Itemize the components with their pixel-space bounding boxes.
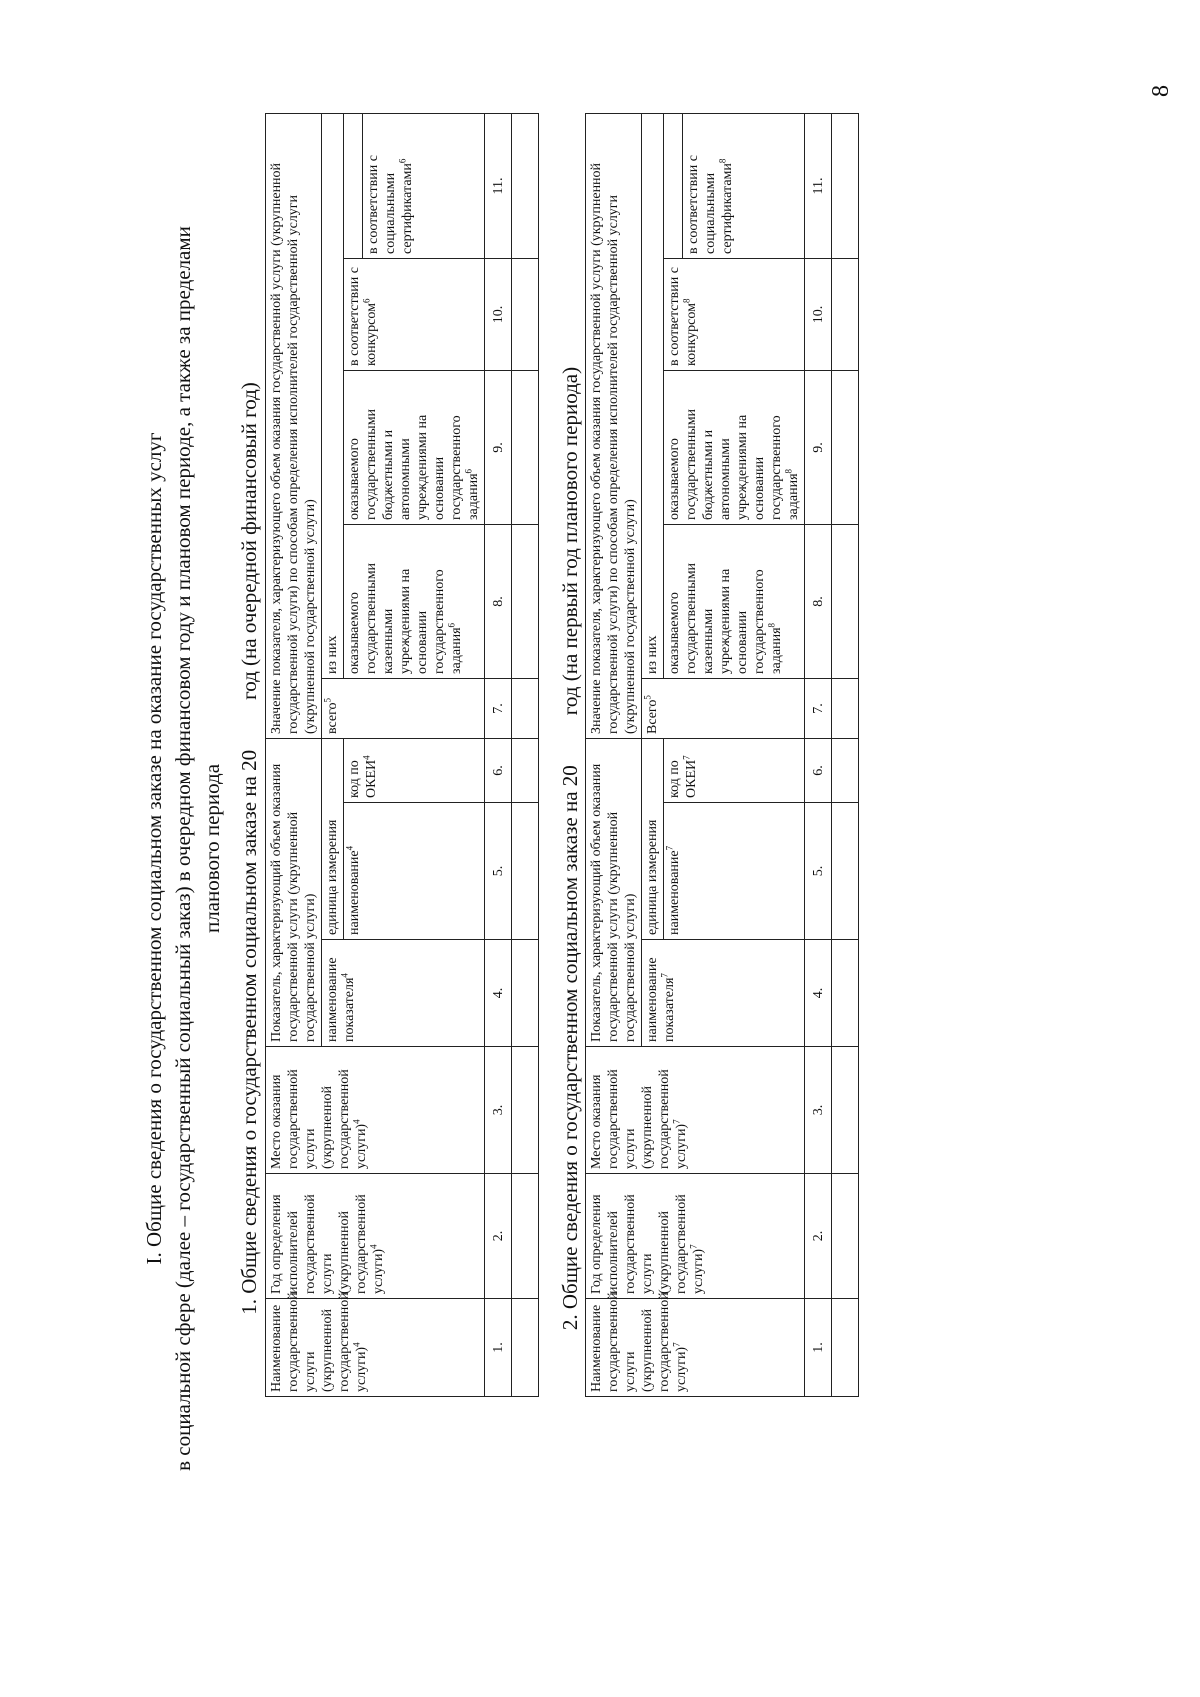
section-1-title — [237, 0, 262, 1697]
empty-cell[interactable] — [832, 679, 859, 739]
empty-cell[interactable] — [832, 525, 859, 679]
header-certificates: в соответствии с социальными сертификатами$^6$ — [363, 113, 485, 258]
header-indicator-group: Показатель, характеризующий объем оказания государственной услуги (укрупненной государственной услуги) — [266, 739, 322, 1047]
empty-cell[interactable] — [832, 1299, 859, 1397]
column-number: 10. — [805, 259, 832, 371]
empty-data-row — [512, 113, 539, 1396]
empty-data-row — [832, 113, 859, 1396]
header-of-them: из них — [322, 113, 344, 678]
header-blank — [344, 113, 363, 258]
header-contest: в соответствии с конкурсом$^8$ — [664, 259, 805, 371]
column-number: 11. — [485, 113, 512, 258]
empty-cell[interactable] — [832, 803, 859, 940]
heading-line-1: I. Общие сведения о государственном социальном заказе на оказание государственных услуг — [142, 432, 166, 1265]
empty-cell[interactable] — [512, 1047, 539, 1174]
header-indicator-name: наименование показателя$^7$ — [642, 940, 805, 1047]
empty-cell[interactable] — [832, 739, 859, 803]
empty-cell[interactable] — [512, 113, 539, 258]
column-number: 1. — [805, 1299, 832, 1397]
column-number: 11. — [805, 113, 832, 258]
column-number: 2. — [805, 1174, 832, 1299]
header-of-them: из них — [642, 113, 664, 678]
column-number: 9. — [485, 371, 512, 525]
header-unit-group: единица измерения — [642, 739, 664, 940]
section-2-table — [585, 113, 859, 1397]
number-row — [485, 113, 512, 1396]
empty-cell[interactable] — [512, 259, 539, 371]
header-total: Всего$^5$ — [642, 679, 805, 739]
section-1-title-right: год (на очередной финансовый год) — [237, 382, 261, 700]
header-year: Год определения исполнителей государственной услуги (укрупненной государственной услуги)$^7$ — [586, 1174, 805, 1299]
column-number: 10. — [485, 259, 512, 371]
section-1-table — [265, 113, 539, 1397]
empty-cell[interactable] — [512, 1174, 539, 1299]
column-number: 8. — [485, 525, 512, 679]
empty-cell[interactable] — [832, 1174, 859, 1299]
header-unit-group: единица измерения — [322, 739, 344, 940]
heading-line-2: в социальной сфере (далее – государственный социальный заказ) в очередном финансовом году и плановом периоде, а также за пределами — [171, 226, 195, 1471]
column-number: 4. — [805, 940, 832, 1047]
header-unit-name: наименование$^4$ — [344, 803, 485, 940]
document-heading — [140, 0, 227, 1697]
column-number: 6. — [805, 739, 832, 803]
header-service-name: Наименование государственной услуги (укрупненной государственной услуги)$^4$ — [266, 1299, 485, 1397]
section-2-title — [558, 0, 583, 1697]
header-budget: оказываемого государственными бюджетными и автономными учреждениями на основании государственного задания$^8$ — [664, 371, 805, 525]
header-indicator-group: Показатель, характеризующий объем оказания государственной услуги (укрупненной государственной услуги) — [586, 739, 642, 1047]
header-contest: в соответствии с конкурсом$^6$ — [344, 259, 485, 371]
empty-cell[interactable] — [512, 679, 539, 739]
column-number: 4. — [485, 940, 512, 1047]
header-place: Место оказания государственной услуги (укрупненной государственной услуги)$^7$ — [586, 1047, 805, 1174]
header-indicator-name: наименование показателя$^4$ — [322, 940, 485, 1047]
header-unit-name: наименование$^7$ — [664, 803, 805, 940]
empty-cell[interactable] — [512, 739, 539, 803]
header-year: Год определения исполнителей государственной услуги (укрупненной государственной услуги)$^4$ — [266, 1174, 485, 1299]
column-number: 2. — [485, 1174, 512, 1299]
section-1-title-left: 1. Общие сведения о государственном социальном заказе на 20 — [237, 749, 261, 1315]
column-number: 9. — [805, 371, 832, 525]
header-place: Место оказания государственной услуги (укрупненной государственной услуги)$^4$ — [266, 1047, 485, 1174]
section-2-title-left: 2. Общие сведения о государственном социальном заказе на 20 — [558, 765, 582, 1331]
empty-cell[interactable] — [832, 113, 859, 258]
empty-cell[interactable] — [512, 940, 539, 1047]
column-number: 8. — [805, 525, 832, 679]
column-number: 3. — [485, 1047, 512, 1174]
number-row — [805, 113, 832, 1396]
heading-line-3: планового периода — [200, 763, 224, 934]
empty-cell[interactable] — [832, 259, 859, 371]
empty-cell[interactable] — [832, 371, 859, 525]
empty-cell[interactable] — [832, 940, 859, 1047]
empty-cell[interactable] — [512, 1299, 539, 1397]
header-certificates: в соответствии с социальными сертификатами$^8$ — [683, 113, 805, 258]
empty-cell[interactable] — [512, 803, 539, 940]
header-unit-code: код по ОКЕИ$^7$ — [664, 739, 805, 803]
header-kazennye: оказываемого государственными казенными учреждениями на основании государственного задания$^8$ — [664, 525, 805, 679]
header-kazennye: оказываемого государственными казенными учреждениями на основании государственного задания$^6$ — [344, 525, 485, 679]
empty-cell[interactable] — [512, 371, 539, 525]
column-number: 3. — [805, 1047, 832, 1174]
header-service-name: Наименование государственной услуги (укрупненной государственной услуги)$^7$ — [586, 1299, 805, 1397]
empty-cell[interactable] — [832, 1047, 859, 1174]
page-number: 8 — [1148, 85, 1174, 97]
column-number: 5. — [485, 803, 512, 940]
header-budget: оказываемого государственными бюджетными и автономными учреждениями на основании государственного задания$^6$ — [344, 371, 485, 525]
header-unit-code: код по ОКЕИ$^4$ — [344, 739, 485, 803]
column-number: 1. — [485, 1299, 512, 1397]
header-value-group: Значение показателя, характеризующего объем оказания государственной услуги (укрупненной государственной услуги) по способам определения исполнителей государственной услуги (укрупненной государственной услуги) — [266, 113, 322, 738]
column-number: 7. — [805, 679, 832, 739]
column-number: 5. — [805, 803, 832, 940]
column-number: 7. — [485, 679, 512, 739]
header-blank — [664, 113, 683, 258]
column-number: 6. — [485, 739, 512, 803]
header-total: всего$^5$ — [322, 679, 485, 739]
header-value-group: Значение показателя, характеризующего объем оказания государственной услуги (укрупненной государственной услуги) по способам определения исполнителей государственной услуги (укрупненной государственной услуги) — [586, 113, 642, 738]
empty-cell[interactable] — [512, 525, 539, 679]
section-2-title-right: год (на первый год планового периода) — [558, 366, 582, 716]
